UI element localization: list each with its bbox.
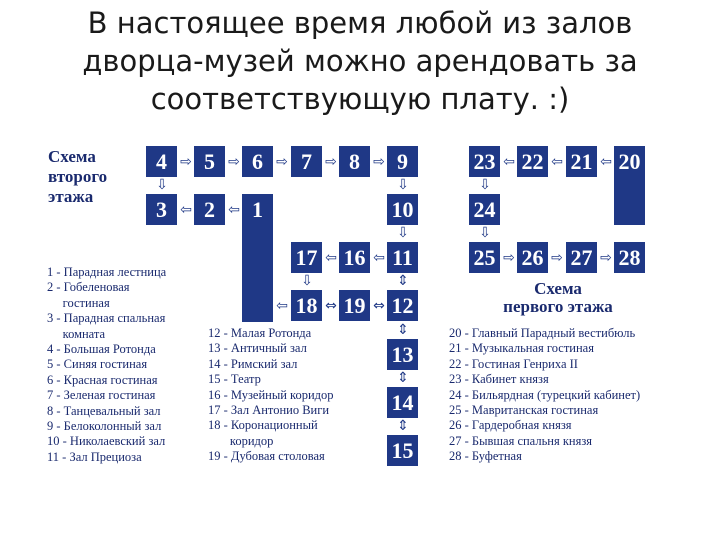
room-25: 25	[469, 242, 500, 273]
legend-item: гостиная	[47, 295, 110, 310]
room-4: 4	[146, 146, 177, 177]
arrow-icon: ⇦	[228, 202, 240, 218]
legend-item: 25 - Мавританская гостиная	[449, 403, 599, 418]
arrow-icon: ⇨	[325, 154, 337, 170]
room-8: 8	[339, 146, 370, 177]
legend-item: 20 - Главный Парадный вестибюль	[449, 326, 636, 340]
arrow-icon: ⇕	[397, 370, 409, 386]
room-15: 15	[387, 435, 418, 466]
legend-item: 12 - Малая Ротонда	[208, 326, 312, 340]
scheme-title-line: второго	[48, 167, 108, 186]
room-2: 2	[194, 194, 225, 225]
arrow-icon: ⇕	[397, 418, 409, 434]
room-9: 9	[387, 146, 418, 177]
legend-item: 19 - Дубовая столовая	[208, 449, 325, 464]
arrow-icon: ⇕	[397, 273, 409, 289]
legend-item: 3 - Парадная спальная	[47, 311, 166, 326]
arrow-icon: ⇨	[276, 154, 288, 170]
arrow-icon: ⇨	[503, 250, 515, 266]
room-14: 14	[387, 387, 418, 418]
arrow-icon: ⇦	[373, 250, 385, 266]
legend-item: 15 - Театр	[208, 372, 261, 387]
room-6: 6	[242, 146, 273, 177]
room-16: 16	[339, 242, 370, 273]
legend-item: 7 - Зеленая гостиная	[47, 388, 156, 403]
room-27: 27	[566, 242, 597, 273]
legend-item: 24 - Бильярдная (турецкий кабинет)	[449, 387, 641, 402]
scheme-title-line: Схема	[534, 279, 582, 298]
legend-item: 8 - Танцевальный зал	[47, 403, 161, 418]
legend-item: 13 - Античный зал	[208, 341, 307, 356]
legend-item: 23 - Кабинет князя	[449, 372, 549, 387]
room-18: 18	[291, 290, 322, 321]
arrow-icon: ⇩	[479, 177, 491, 193]
legend-item: 9 - Белоколонный зал	[47, 419, 162, 434]
room-3: 3	[146, 194, 177, 225]
scheme-first-floor-title	[470, 280, 646, 316]
arrow-icon: ⇨	[180, 154, 192, 170]
arrow-icon: ⇦	[180, 202, 192, 218]
legend-item: 11 - Зал Прециоза	[47, 449, 142, 464]
arrow-icon: ⇨	[228, 154, 240, 170]
legend-item: 5 - Синяя гостиная	[47, 357, 148, 372]
room-7: 7	[291, 146, 322, 177]
room-5: 5	[194, 146, 225, 177]
legend-item: 17 - Зал Антонио Виги	[208, 403, 330, 418]
room-19: 19	[339, 290, 370, 321]
room-22: 22	[517, 146, 548, 177]
title-line: В настоящее время любой из залов	[87, 6, 633, 40]
room-26: 26	[517, 242, 548, 273]
arrow-icon: ⇨	[373, 154, 385, 170]
room-12: 12	[387, 290, 418, 321]
room-23: 23	[469, 146, 500, 177]
legend-item: 26 - Гардеробная князя	[449, 418, 572, 433]
room-10: 10	[387, 194, 418, 225]
arrow-icon: ⇩	[397, 177, 409, 193]
room-28: 28	[614, 242, 645, 273]
legend-left	[47, 265, 166, 465]
arrow-icon: ⇦	[551, 154, 563, 170]
arrow-icon: ⇩	[397, 225, 409, 241]
legend-middle	[208, 326, 334, 465]
scheme-title-line: этажа	[48, 187, 94, 206]
arrow-icon: ⇦	[600, 154, 612, 170]
scheme-title-line: Схема	[48, 147, 96, 166]
legend-item: коридор	[208, 433, 274, 448]
room-1: 1	[242, 194, 273, 225]
arrow-icon: ⇦	[325, 250, 337, 266]
title-line: дворца-музей можно арендовать за	[82, 44, 638, 78]
scheme-second-floor-title	[48, 147, 107, 207]
legend-item: комната	[47, 326, 106, 341]
arrow-icon: ⇕	[397, 322, 409, 338]
arrow-icon: ⇩	[156, 177, 168, 193]
arrow-icon: ⇩	[479, 225, 491, 241]
legend-item: 2 - Гобеленовая	[47, 280, 130, 295]
arrow-icon: ⇦	[503, 154, 515, 170]
legend-item: 10 - Николаевский зал	[47, 434, 166, 449]
legend-item: 28 - Буфетная	[449, 449, 522, 464]
arrow-icon: ⇔	[325, 298, 337, 314]
title-line: соответствующую плату. :)	[150, 82, 570, 116]
slide-title	[0, 4, 720, 118]
arrow-icon: ⇩	[301, 273, 313, 289]
legend-item: 27 - Бывшая спальня князя	[449, 433, 593, 448]
legend-item: 16 - Музейный коридор	[208, 387, 334, 402]
legend-item: 1 - Парадная лестница	[47, 265, 167, 279]
legend-right	[449, 326, 640, 465]
room-11: 11	[387, 242, 418, 273]
scheme-title-line: первого этажа	[503, 297, 613, 316]
arrow-icon: ⇨	[600, 250, 612, 266]
arrow-icon: ⇔	[373, 298, 385, 314]
room-21: 21	[566, 146, 597, 177]
room-13: 13	[387, 339, 418, 370]
legend-item: 22 - Гостиная Генриха II	[449, 356, 578, 371]
room-17: 17	[291, 242, 322, 273]
legend-item: 21 - Музыкальная гостиная	[449, 341, 594, 356]
legend-item: 6 - Красная гостиная	[47, 372, 158, 387]
room-20: 20	[614, 146, 645, 177]
legend-item: 14 - Римский зал	[208, 356, 298, 371]
room-24: 24	[469, 194, 500, 225]
arrow-icon: ⇦	[276, 298, 288, 314]
arrow-icon: ⇨	[551, 250, 563, 266]
legend-item: 18 - Коронационный	[208, 418, 318, 433]
legend-item: 4 - Большая Ротонда	[47, 342, 156, 357]
